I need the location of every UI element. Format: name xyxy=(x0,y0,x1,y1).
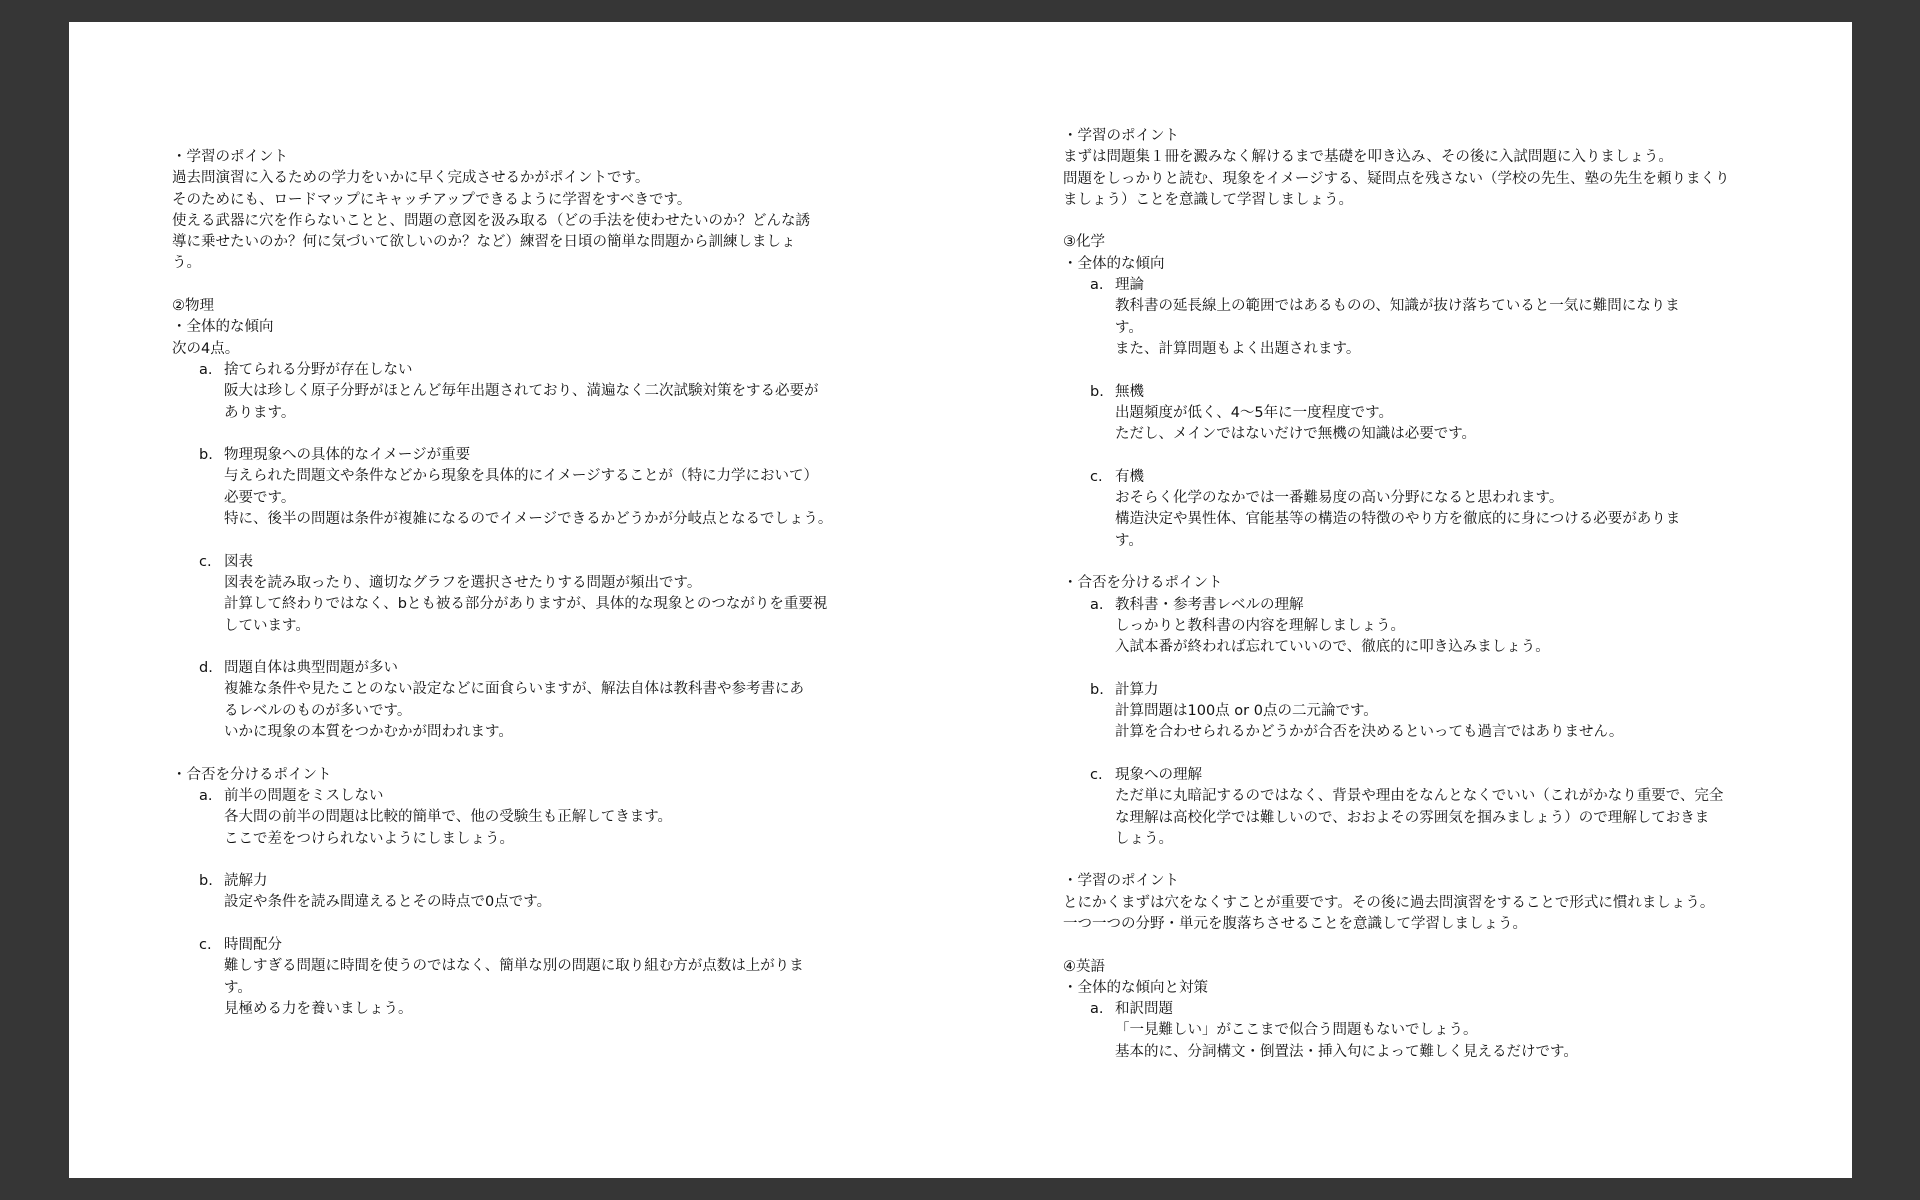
text-line: ましょう）ことを意識して学習しましょう。 xyxy=(1063,191,1353,208)
list-item-body xyxy=(1115,467,1753,552)
text-line: まずは問題集１冊を澱みなく解けるまで基礎を叩き込み、その後に入試問題に入りましょう。 xyxy=(1063,149,1673,166)
text-line: 一つ一つの分野・単元を腹落ちさせることを意識して学習しましょう。 xyxy=(1063,915,1527,932)
blank-line xyxy=(172,637,862,658)
list-item-heading: 無機 xyxy=(1115,383,1144,400)
list-item-heading: 理論 xyxy=(1115,277,1144,294)
list-item-text: 各大問の前半の問題は比較的簡単で、他の受験生も正解してきます。 xyxy=(224,809,673,826)
blank-line xyxy=(1063,360,1753,381)
list-item-text: しっかりと教科書の内容を理解しましょう。 xyxy=(1115,617,1405,634)
text-line: ・学習のポイント xyxy=(1063,873,1179,890)
list-item-text: 特に、後半の問題は条件が複雑になるのでイメージできるかどうかが分岐点となるでしょう。 xyxy=(224,511,833,528)
list-item-heading: 捨てられる分野が存在しない xyxy=(224,361,413,378)
list-item-text: 入試本番が終われば忘れていいので、徹底的に叩き込みましょう。 xyxy=(1115,639,1550,656)
blank-line xyxy=(1063,850,1753,871)
list-item xyxy=(172,658,862,743)
list-item-text: 難しすぎる問題に時間を使うのではなく、簡単な別の問題に取り組む方が点数は上がりま xyxy=(224,958,804,975)
text-line: ・全体的な傾向 xyxy=(172,319,274,336)
list-item-text: 「一見難しい」がここまで似合う問題もないでしょう。 xyxy=(1115,1022,1478,1039)
text-line: とにかくまずは穴をなくすことが重要です。その後に過去問演習をすることで形式に慣れましょう。 xyxy=(1063,894,1715,911)
list-marker: b. xyxy=(1090,681,1104,698)
list-item xyxy=(1063,595,1753,659)
blank-line xyxy=(172,530,862,551)
blank-line xyxy=(172,850,862,871)
list-item xyxy=(1063,999,1753,1063)
text-line: ③化学 xyxy=(1063,234,1105,251)
blank-line xyxy=(1063,445,1753,466)
text-line: ・全体的な傾向 xyxy=(1063,255,1165,272)
left-column xyxy=(172,147,862,1020)
list-item-heading: 問題自体は典型問題が多い xyxy=(224,660,398,677)
list-item-text: す。 xyxy=(1115,532,1143,549)
list-item-text: な理解は高校化学では難しいので、おおよその雰囲気を掴みましょう）ので理解しておきま xyxy=(1115,809,1710,826)
blank-line xyxy=(1063,935,1753,956)
list-item-body xyxy=(1115,999,1753,1063)
list-item-heading: 前半の問題をミスしない xyxy=(224,787,384,804)
list-item-heading: 図表 xyxy=(224,553,253,570)
text-line: ・合否を分けるポイント xyxy=(1063,575,1223,592)
list-item-text: 必要です。 xyxy=(224,489,296,506)
list-item-text: 与えられた問題文や条件などから現象を具体的にイメージすることが（特に力学において） xyxy=(224,468,819,485)
list-marker: c. xyxy=(1090,766,1103,783)
list-item-heading: 読解力 xyxy=(224,873,268,890)
list-item-heading: 時間配分 xyxy=(224,936,282,953)
text-line: ④英語 xyxy=(1063,958,1105,975)
blank-line xyxy=(1063,211,1753,232)
list-item xyxy=(172,360,862,424)
list-item xyxy=(172,871,862,914)
list-marker: a. xyxy=(199,361,213,378)
list-item-text: 複雑な条件や見たことのない設定などに面食らいますが、解法自体は教科書や参考書にあ xyxy=(224,681,804,698)
list-item-text: いかに現象の本質をつかむかが問われます。 xyxy=(224,724,513,741)
list-item-text: 計算して終わりではなく、bとも被る部分がありますが、具体的な現象とのつながりを重要視 xyxy=(224,596,828,613)
list-item-text: おそらく化学のなかでは一番難易度の高い分野になると思われます。 xyxy=(1115,490,1564,507)
list-item-heading: 教科書・参考書レベルの理解 xyxy=(1115,596,1304,613)
list-item-body xyxy=(224,552,862,637)
list-item-text: ただし、メインではないだけで無機の知識は必要です。 xyxy=(1115,426,1477,443)
list-marker: c. xyxy=(199,936,212,953)
list-item-text: 教科書の延長線上の範囲ではあるものの、知識が抜け落ちていると一気に難問になりま xyxy=(1115,298,1680,315)
list-item-text: ここで差をつけられないようにしましょう。 xyxy=(224,830,514,847)
text-line: う。 xyxy=(172,255,201,272)
list-marker: a. xyxy=(1090,596,1104,613)
text-line: 使える武器に穴を作らないことと、問題の意図を汲み取る（どの手法を使わせたいのか？どんな誘 xyxy=(172,212,810,229)
list-marker: c. xyxy=(1090,468,1103,485)
list-item-body xyxy=(224,445,862,530)
list-item xyxy=(172,935,862,1020)
list-marker: a. xyxy=(199,787,213,804)
list-item-heading: 現象への理解 xyxy=(1115,766,1202,783)
list-item-text: 出題頻度が低く、4〜5年に一度程度です。 xyxy=(1115,404,1393,421)
list-item xyxy=(172,445,862,530)
list-item xyxy=(172,552,862,637)
text-line: ・学習のポイント xyxy=(172,149,288,165)
list-item xyxy=(1063,765,1753,850)
list-item-body xyxy=(1115,595,1753,659)
text-line: ・全体的な傾向と対策 xyxy=(1063,979,1208,996)
list-item-text: 基本的に、分詞構文・倒置法・挿入句によって難しく見えるだけです。 xyxy=(1115,1043,1578,1060)
text-line: ②物理 xyxy=(172,298,214,315)
list-item-text: 計算問題は100点 or 0点の二元論です。 xyxy=(1115,703,1378,720)
blank-line xyxy=(1063,658,1753,679)
list-item-heading: 有機 xyxy=(1115,468,1144,485)
list-item-heading: 和訳問題 xyxy=(1115,1001,1173,1018)
list-item xyxy=(1063,382,1753,446)
blank-line xyxy=(1063,552,1753,573)
list-item-text: るレベルのものが多いです。 xyxy=(224,702,412,719)
text-line: 次の4点。 xyxy=(172,340,240,357)
list-marker: b. xyxy=(199,447,213,464)
list-item-text: 見極める力を養いましょう。 xyxy=(224,1000,413,1017)
blank-line xyxy=(172,424,862,445)
blank-line xyxy=(172,914,862,935)
list-item-body xyxy=(224,360,862,424)
list-item-text: また、計算問題もよく出題されます。 xyxy=(1115,340,1361,357)
list-marker: a. xyxy=(1090,277,1104,294)
list-item xyxy=(172,786,862,850)
text-line: 過去問演習に入るための学力をいかに早く完成させるかがポイントです。 xyxy=(172,170,650,187)
list-item xyxy=(1063,275,1753,360)
text-line: 導に乗せたいのか？何に気づいて欲しいのか？など）練習を日頃の簡単な問題から訓練しましょ xyxy=(172,234,796,251)
list-item-heading: 物理現象への具体的なイメージが重要 xyxy=(224,447,471,464)
list-marker: d. xyxy=(199,660,213,677)
list-marker: b. xyxy=(1090,383,1104,400)
list-item-heading: 計算力 xyxy=(1115,681,1159,698)
text-line: 問題をしっかりと読む、現象をイメージする、疑問点を残さない（学校の先生、塾の先生を頼りまくり xyxy=(1063,170,1730,187)
list-item-body xyxy=(224,786,862,850)
list-item-body xyxy=(1115,275,1753,360)
list-item-text: あります。 xyxy=(224,404,296,421)
document-page xyxy=(69,22,1852,1178)
text-line: ・学習のポイント xyxy=(1063,128,1179,144)
list-item-body xyxy=(224,658,862,743)
list-item xyxy=(1063,467,1753,552)
list-item-body xyxy=(1115,382,1753,446)
list-item xyxy=(1063,680,1753,744)
list-item-text: しょう。 xyxy=(1115,830,1173,847)
list-marker: a. xyxy=(1090,1001,1104,1018)
list-item-body xyxy=(224,935,862,1020)
list-item-text: 図表を読み取ったり、適切なグラフを選択させたりする問題が頻出です。 xyxy=(224,574,702,591)
text-line: そのためにも、ロードマップにキャッチアップできるように学習をすべきです。 xyxy=(172,191,692,208)
list-item-body xyxy=(1115,680,1753,744)
list-item-body xyxy=(1115,765,1753,850)
list-item-text: 計算を合わせられるかどうかが合否を決めるといっても過言ではありません。 xyxy=(1115,724,1624,741)
list-item-body xyxy=(224,871,862,914)
list-item-text: ただ単に丸暗記するのではなく、背景や理由をなんとなくでいい（これがかなり重要で、完全 xyxy=(1115,788,1724,805)
blank-line xyxy=(172,743,862,764)
blank-line xyxy=(172,275,862,296)
list-marker: c. xyxy=(199,553,212,570)
list-item-text: 設定や条件を読み間違えるとその時点で0点です。 xyxy=(224,894,552,911)
list-marker: b. xyxy=(199,873,213,890)
blank-line xyxy=(1063,744,1753,765)
list-item-text: 構造決定や異性体、官能基等の構造の特徴のやり方を徹底的に身につける必要がありま xyxy=(1115,511,1681,528)
text-line: ・合否を分けるポイント xyxy=(172,766,332,783)
right-column xyxy=(1063,126,1753,1063)
list-item-text: しています。 xyxy=(224,617,310,634)
list-item-text: す。 xyxy=(224,979,252,996)
list-item-text: 阪大は珍しく原子分野がほとんど毎年出題されており、満遍なく二次試験対策をする必要が xyxy=(224,383,819,400)
list-item-text: す。 xyxy=(1115,319,1143,336)
